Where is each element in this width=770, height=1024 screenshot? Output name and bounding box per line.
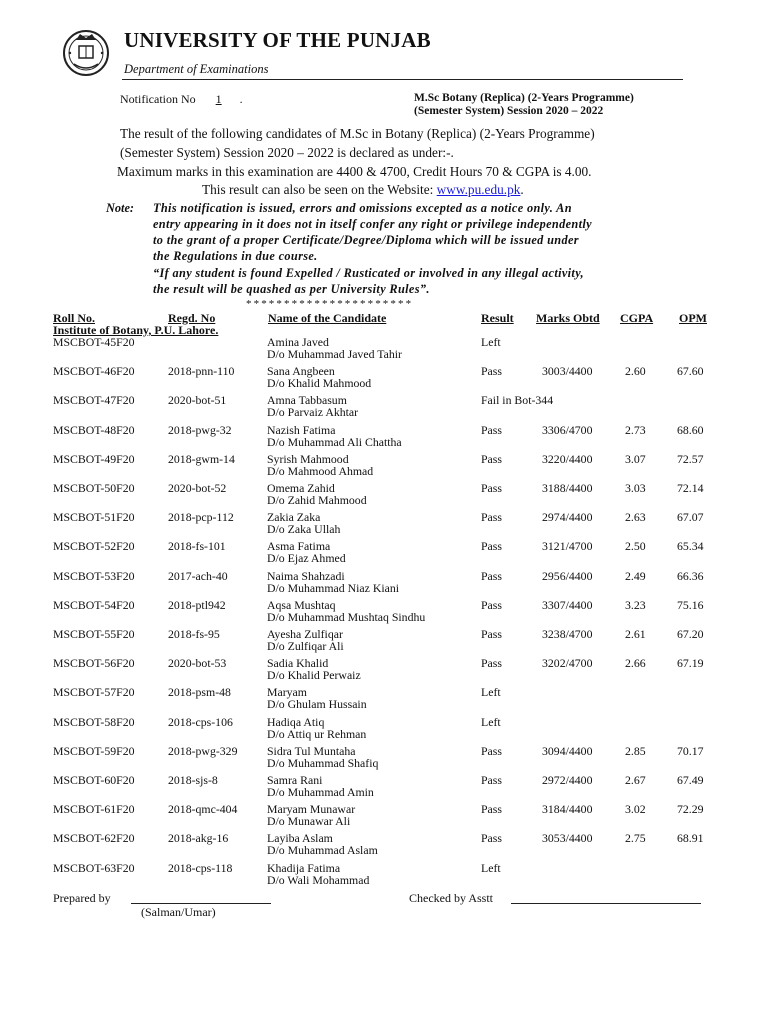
cell-marks: 3188/4400 bbox=[542, 481, 593, 495]
university-crest-icon bbox=[60, 26, 112, 78]
table-row bbox=[0, 627, 770, 656]
cell-father: D/o Muhammad Amin bbox=[267, 785, 374, 799]
cell-cgpa: 2.61 bbox=[625, 627, 646, 641]
cell-roll: MSCBOT-62F20 bbox=[53, 831, 135, 846]
note-line: “If any student is found Expelled / Rusticated or involved in any illegal activity, bbox=[153, 266, 584, 280]
intro-line-2: (Semester System) Session 2020 – 2022 is declared as under:-. bbox=[120, 145, 454, 160]
intro-line-4 bbox=[202, 182, 524, 198]
intro-line-3: Maximum marks in this examination are 4400 & 4700, Credit Hours 70 & CGPA is 4.00. bbox=[117, 164, 592, 179]
cell-name: Amna Tabbasum bbox=[267, 393, 347, 408]
cell-name: Nazish Fatima bbox=[267, 422, 336, 437]
cell-opm: 70.17 bbox=[677, 743, 704, 758]
cell-name: Ayesha Zulfiqar bbox=[267, 627, 343, 641]
header-marks: Marks Obtd bbox=[536, 311, 600, 325]
table-row bbox=[0, 831, 770, 860]
notification-number-value: 1 bbox=[215, 92, 222, 106]
cell-father: D/o Muhammad Ali Chattha bbox=[267, 434, 402, 449]
cell-roll: MSCBOT-61F20 bbox=[53, 802, 135, 817]
cell-cgpa: 3.23 bbox=[625, 597, 646, 612]
cell-marks: 2974/4400 bbox=[542, 510, 593, 525]
cell-regd: 2018-akg-16 bbox=[168, 831, 229, 846]
table-row bbox=[0, 364, 770, 393]
cell-name: Naima Shahzadi bbox=[267, 568, 345, 583]
cell-father: D/o Muhammad Mushtaq Sindhu bbox=[267, 609, 426, 624]
cell-result: Pass bbox=[481, 422, 502, 437]
cell-name: Hadiqa Atiq bbox=[267, 714, 325, 729]
intro-line-1: The result of the following candidates of M.Sc in Botany (Replica) (2-Years Programme) bbox=[120, 126, 595, 141]
cell-roll: MSCBOT-60F20 bbox=[53, 773, 135, 787]
cell-name: Sidra Tul Muntaha bbox=[267, 743, 356, 758]
cell-name: Amina Javed bbox=[267, 335, 329, 349]
cell-opm: 67.19 bbox=[677, 656, 704, 671]
cell-result: Left bbox=[481, 685, 501, 700]
cell-marks: 3053/4400 bbox=[542, 831, 593, 846]
prepared-by-label: Prepared by bbox=[53, 891, 111, 905]
header-opm: OPM bbox=[679, 311, 707, 325]
table-row bbox=[0, 598, 770, 627]
cell-regd: 2020-bot-53 bbox=[168, 656, 227, 671]
cell-result: Fail in Bot-344 bbox=[481, 393, 554, 408]
cell-opm: 72.14 bbox=[677, 481, 704, 495]
header-roll-no: Roll No. bbox=[53, 311, 95, 325]
cell-result: Pass bbox=[481, 481, 502, 495]
cell-result: Pass bbox=[481, 597, 502, 612]
cell-result: Pass bbox=[481, 568, 502, 583]
cell-name: Syrish Mahmood bbox=[267, 451, 349, 466]
cell-father: D/o Muhammad Niaz Kiani bbox=[267, 580, 400, 595]
cell-opm: 75.16 bbox=[677, 597, 704, 612]
cell-roll: MSCBOT-48F20 bbox=[53, 422, 135, 437]
cell-opm: 67.07 bbox=[677, 510, 704, 525]
notification-label: Notification No bbox=[120, 92, 196, 106]
cell-regd: 2018-pcp-112 bbox=[168, 510, 234, 525]
cell-regd: 2018-psm-48 bbox=[168, 685, 231, 700]
cell-cgpa: 3.02 bbox=[625, 802, 646, 817]
cell-result: Pass bbox=[481, 627, 502, 641]
cell-name: Khadija Fatima bbox=[267, 860, 341, 875]
header-cgpa: CGPA bbox=[620, 311, 654, 325]
cell-opm: 67.49 bbox=[677, 773, 704, 787]
cell-result: Pass bbox=[481, 539, 502, 554]
university-title: UNIVERSITY OF THE PUNJAB bbox=[124, 28, 431, 52]
table-row bbox=[0, 423, 770, 452]
cell-regd: 2018-pwg-329 bbox=[168, 743, 238, 758]
cell-name: Omema Zahid bbox=[267, 481, 335, 495]
cell-roll: MSCBOT-50F20 bbox=[53, 481, 135, 495]
note-label: Note: bbox=[106, 201, 134, 215]
cell-cgpa: 3.07 bbox=[625, 451, 646, 466]
separator-stars: ********************** bbox=[246, 298, 414, 310]
cell-opm: 72.57 bbox=[677, 451, 704, 466]
cell-father: D/o Ghulam Hussain bbox=[267, 697, 367, 712]
checked-by-label: Checked by Asstt bbox=[409, 891, 493, 905]
cell-roll: MSCBOT-58F20 bbox=[53, 714, 135, 729]
table-row bbox=[0, 773, 770, 802]
note-line: the Regulations in due course. bbox=[153, 249, 318, 263]
cell-roll: MSCBOT-52F20 bbox=[53, 539, 135, 554]
cell-regd: 2018-ptl942 bbox=[168, 597, 226, 612]
cell-father: D/o Muhammad Shafiq bbox=[267, 755, 379, 770]
cell-cgpa: 2.60 bbox=[625, 364, 646, 379]
cell-father: D/o Munawar Ali bbox=[267, 814, 351, 829]
cell-cgpa: 2.63 bbox=[625, 510, 646, 525]
cell-opm: 65.34 bbox=[677, 539, 704, 554]
cell-father: D/o Attiq ur Rehman bbox=[267, 726, 367, 741]
cell-regd: 2018-fs-101 bbox=[168, 539, 226, 554]
cell-roll: MSCBOT-55F20 bbox=[53, 627, 135, 641]
institute-name: Institute of Botany, P.U. Lahore. bbox=[53, 323, 219, 337]
cell-regd: 2018-cps-106 bbox=[168, 714, 233, 729]
cell-regd: 2017-ach-40 bbox=[168, 568, 228, 583]
cell-father: D/o Khalid Mahmood bbox=[267, 376, 372, 391]
cell-cgpa: 2.85 bbox=[625, 743, 646, 758]
cell-name: Asma Fatima bbox=[267, 539, 331, 554]
cell-roll: MSCBOT-59F20 bbox=[53, 743, 135, 758]
cell-roll: MSCBOT-54F20 bbox=[53, 597, 135, 612]
note-line: entry appearing in it does not in itself confer any right or privilege independently bbox=[153, 217, 592, 231]
programme-line-1: M.Sc Botany (Replica) (2-Years Programme) bbox=[414, 92, 634, 104]
website-link[interactable]: www.pu.edu.pk bbox=[436, 182, 521, 197]
cell-result: Left bbox=[481, 335, 501, 349]
cell-opm: 67.20 bbox=[677, 627, 704, 641]
cell-marks: 3003/4400 bbox=[542, 364, 593, 379]
cell-result: Pass bbox=[481, 773, 502, 787]
header-candidate-name: Name of the Candidate bbox=[268, 311, 387, 325]
note-line: the result will be quashed as per University Rules”. bbox=[153, 282, 430, 296]
cell-marks: 3202/4700 bbox=[542, 656, 593, 671]
cell-father: D/o Mahmood Ahmad bbox=[267, 463, 374, 478]
cell-cgpa: 2.67 bbox=[625, 773, 646, 787]
cell-cgpa: 2.49 bbox=[625, 568, 646, 583]
cell-name: Samra Rani bbox=[267, 773, 323, 787]
cell-roll: MSCBOT-56F20 bbox=[53, 656, 135, 671]
cell-father: D/o Zahid Mahmood bbox=[267, 493, 367, 507]
table-row bbox=[0, 569, 770, 598]
intro-website-prefix: This result can also be seen on the Website: bbox=[202, 182, 437, 197]
cell-roll: MSCBOT-53F20 bbox=[53, 568, 135, 583]
cell-result: Pass bbox=[481, 364, 502, 379]
cell-regd: 2018-gwm-14 bbox=[168, 451, 235, 466]
cell-marks: 3307/4400 bbox=[542, 597, 593, 612]
table-row bbox=[0, 481, 770, 510]
table-row bbox=[0, 656, 770, 685]
cell-result: Pass bbox=[481, 831, 502, 846]
cell-regd: 2018-sjs-8 bbox=[168, 773, 218, 787]
cell-roll: MSCBOT-49F20 bbox=[53, 451, 135, 466]
cell-roll: MSCBOT-63F20 bbox=[53, 860, 135, 875]
cell-roll: MSCBOT-47F20 bbox=[53, 393, 135, 408]
notification-number: Notification No 1 . bbox=[120, 92, 243, 106]
cell-name: Sana Angbeen bbox=[267, 364, 335, 379]
cell-regd: 2020-bot-52 bbox=[168, 481, 227, 495]
cell-cgpa: 2.66 bbox=[625, 656, 646, 671]
cell-father: D/o Parvaiz Akhtar bbox=[267, 405, 359, 420]
cell-result: Pass bbox=[481, 451, 502, 466]
cell-regd: 2018-pwg-32 bbox=[168, 422, 232, 437]
cell-result: Pass bbox=[481, 743, 502, 758]
cell-cgpa: 2.75 bbox=[625, 831, 646, 846]
programme-line-2: (Semester System) Session 2020 – 2022 bbox=[414, 105, 604, 117]
cell-father: D/o Zulfiqar Ali bbox=[267, 639, 344, 653]
cell-result: Pass bbox=[481, 510, 502, 525]
note-line: This notification is issued, errors and omissions excepted as a notice only. An bbox=[153, 201, 572, 215]
table-row bbox=[0, 393, 770, 422]
cell-opm: 72.29 bbox=[677, 802, 704, 817]
table-row bbox=[0, 802, 770, 831]
cell-marks: 3220/4400 bbox=[542, 451, 593, 466]
table-row bbox=[0, 715, 770, 744]
table-row bbox=[0, 510, 770, 539]
cell-father: D/o Muhammad Javed Tahir bbox=[267, 347, 402, 361]
note-line: to the grant of a proper Certificate/Degree/Diploma which will be issued under bbox=[153, 233, 579, 247]
cell-marks: 3094/4400 bbox=[542, 743, 593, 758]
cell-name: Maryam Munawar bbox=[267, 802, 356, 817]
cell-regd: 2018-qmc-404 bbox=[168, 802, 238, 817]
department-name: Department of Examinations bbox=[124, 62, 269, 76]
cell-regd: 2018-pnn-110 bbox=[168, 364, 235, 379]
cell-roll: MSCBOT-45F20 bbox=[53, 335, 135, 349]
table-row bbox=[0, 335, 770, 364]
cell-father: D/o Ejaz Ahmed bbox=[267, 551, 346, 566]
cell-regd: 2020-bot-51 bbox=[168, 393, 227, 408]
table-row bbox=[0, 744, 770, 773]
cell-opm: 68.60 bbox=[677, 422, 704, 437]
cell-opm: 66.36 bbox=[677, 568, 704, 583]
cell-name: Zakia Zaka bbox=[267, 510, 321, 525]
cell-marks: 2972/4400 bbox=[542, 773, 593, 787]
cell-regd: 2018-cps-118 bbox=[168, 860, 233, 875]
cell-name: Layiba Aslam bbox=[267, 831, 333, 846]
cell-cgpa: 2.50 bbox=[625, 539, 646, 554]
cell-roll: MSCBOT-51F20 bbox=[53, 510, 135, 525]
table-row bbox=[0, 861, 770, 890]
cell-marks: 3238/4700 bbox=[542, 627, 593, 641]
prepared-by-names: (Salman/Umar) bbox=[141, 905, 216, 919]
cell-name: Sadia Khalid bbox=[267, 656, 329, 671]
cell-father: D/o Muhammad Aslam bbox=[267, 843, 378, 858]
cell-cgpa: 3.03 bbox=[625, 481, 646, 495]
cell-name: Maryam bbox=[267, 685, 307, 700]
cell-father: D/o Wali Mohammad bbox=[267, 872, 370, 887]
cell-marks: 3306/4700 bbox=[542, 422, 593, 437]
cell-marks: 3121/4700 bbox=[542, 539, 593, 554]
cell-result: Left bbox=[481, 860, 501, 875]
prepared-by-signature-line bbox=[131, 903, 271, 904]
cell-father: D/o Khalid Perwaiz bbox=[267, 668, 361, 683]
cell-roll: MSCBOT-46F20 bbox=[53, 364, 135, 379]
cell-name: Aqsa Mushtaq bbox=[267, 597, 336, 612]
cell-roll: MSCBOT-57F20 bbox=[53, 685, 135, 700]
cell-regd: 2018-fs-95 bbox=[168, 627, 220, 641]
intro-website-suffix: . bbox=[520, 182, 524, 197]
cell-father: D/o Zaka Ullah bbox=[267, 522, 341, 537]
table-row bbox=[0, 539, 770, 568]
header-regd-no: Regd. No bbox=[168, 311, 216, 325]
cell-result: Left bbox=[481, 714, 501, 729]
table-row bbox=[0, 685, 770, 714]
cell-marks: 2956/4400 bbox=[542, 568, 593, 583]
cell-cgpa: 2.73 bbox=[625, 422, 646, 437]
header-result: Result bbox=[481, 311, 514, 325]
checked-by-signature-line bbox=[511, 903, 701, 904]
cell-opm: 68.91 bbox=[677, 831, 704, 846]
cell-marks: 3184/4400 bbox=[542, 802, 593, 817]
table-row bbox=[0, 452, 770, 481]
cell-result: Pass bbox=[481, 656, 502, 671]
cell-result: Pass bbox=[481, 802, 502, 817]
cell-opm: 67.60 bbox=[677, 364, 704, 379]
header-divider bbox=[122, 79, 683, 80]
